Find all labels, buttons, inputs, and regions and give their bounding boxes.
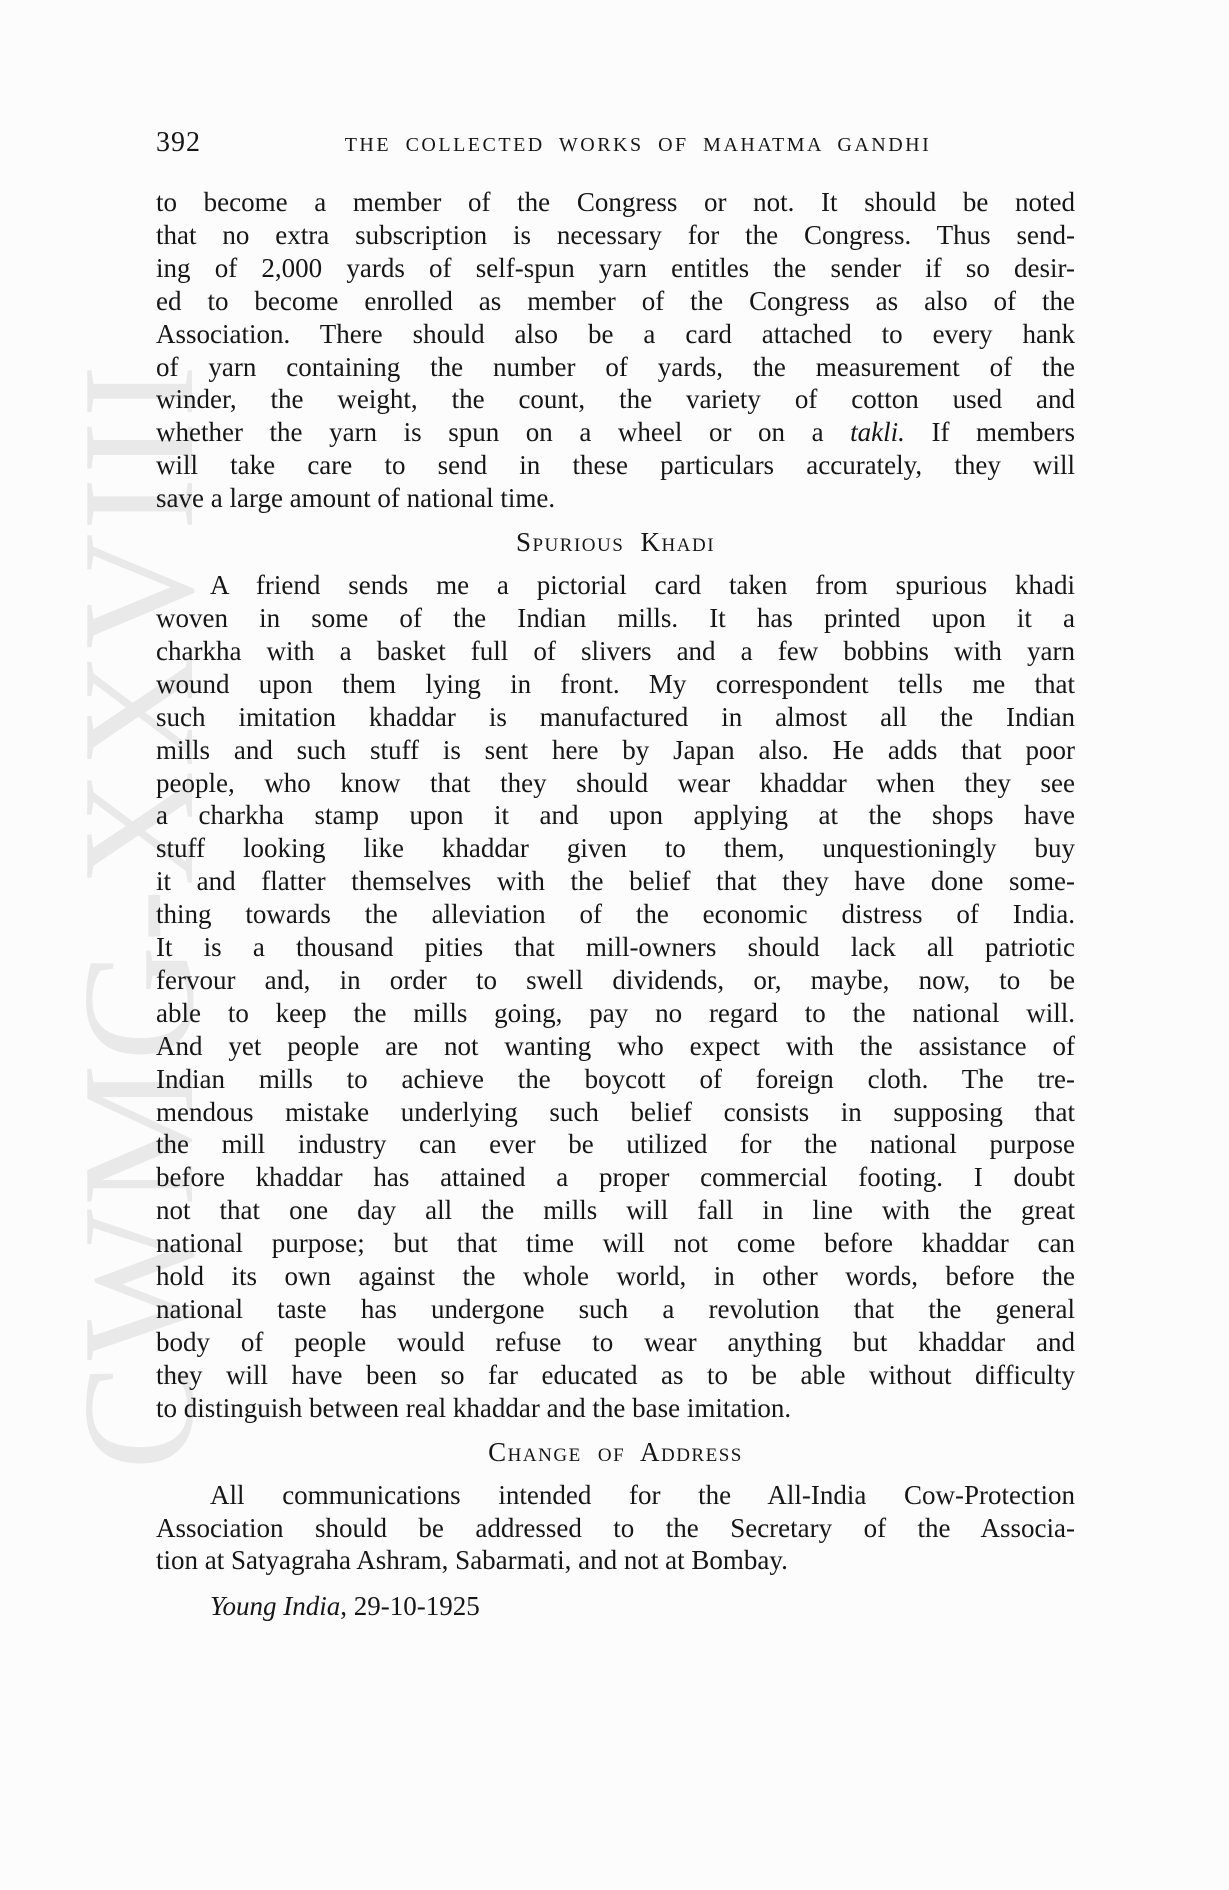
text-line: Association should be addressed to the Secretary of the Associa- — [156, 1512, 1075, 1543]
text-line: the mill industry can ever be utilized for the national purpose — [156, 1129, 1075, 1160]
text-line: It is a thousand pities that mill-owners should lack all patriotic — [156, 932, 1075, 963]
text-line: ing of 2,000 yards of self-spun yarn entitles the sender if so desir- — [156, 252, 1075, 283]
text-line: A friend sends me a pictorial card taken from spurious khadi — [210, 570, 1075, 601]
text-line: before khaddar has attained a proper commercial footing. I doubt — [156, 1162, 1075, 1193]
text-line: to become a member of the Congress or not. It should be noted — [156, 187, 1075, 217]
section-heading: Change of Address — [488, 1436, 743, 1467]
text-line: of yarn containing the number of yards, the measurement of the — [156, 351, 1075, 382]
text-line: wound upon them lying in front. My correspondent tells me that — [156, 668, 1075, 699]
text-line: will take care to send in these particulars accurately, they will — [156, 450, 1075, 481]
section-heading: Spurious Khadi — [515, 527, 716, 558]
text-line: people, who know that they should wear khaddar when they see — [156, 767, 1075, 798]
text-line: they will have been so far educated as to be able without difficulty — [156, 1359, 1075, 1390]
watermark-text: CWMG-XXVIII — [49, 361, 227, 1470]
text-line: that no extra subscription is necessary for the Congress. Thus send- — [156, 219, 1075, 250]
text-line: such imitation khaddar is manufactured in almost all the Indian — [156, 701, 1075, 732]
page-header — [156, 129, 1075, 157]
text-line: fervour and, in order to swell dividends, or, maybe, now, to be — [156, 964, 1075, 995]
text-line: Association. There should also be a card attached to every hank — [156, 318, 1075, 349]
text-line: national taste has undergone such a revolution that the general — [156, 1294, 1075, 1324]
text-line: charkha with a basket full of slivers and a few bobbins with yarn — [156, 635, 1075, 666]
paragraph — [156, 569, 1075, 1425]
text-line: And yet people are not wanting who expect with the assistance of — [156, 1030, 1075, 1061]
source-citation: Young India, 29-10-1925 — [210, 1591, 480, 1622]
text-line: mills and such stuff is sent here by Japan also. He adds that poor — [156, 734, 1075, 765]
text-line: Indian mills to achieve the boycott of foreign cloth. The tre- — [156, 1063, 1075, 1094]
text-line: not that one day all the mills will fall in line with the great — [156, 1195, 1075, 1226]
text-line: ed to become enrolled as member of the Congress as also of the — [156, 285, 1075, 316]
page-body — [156, 186, 1075, 1623]
text-line: mendous mistake underlying such belief consists in supposing that — [156, 1096, 1075, 1127]
text-line: whether the yarn is spun on a wheel or on a takli. If members — [156, 417, 1075, 448]
text-line: stuff looking like khaddar given to them, unquestioningly buy — [156, 833, 1075, 864]
running-title: THE COLLECTED WORKS OF MAHATMA GANDHI — [344, 134, 932, 156]
text-line: it and flatter themselves with the belief that they have done some- — [156, 866, 1075, 897]
text-line: to distinguish between real khaddar and the base imitation. — [156, 1392, 792, 1423]
text-line: a charkha stamp upon it and upon applying at the shops have — [156, 800, 1075, 831]
text-line: winder, the weight, the count, the variety of cotton used and — [156, 384, 1075, 415]
page-number: 392 — [156, 127, 201, 158]
text-line: save a large amount of national time. — [156, 483, 556, 514]
paragraph — [156, 186, 1075, 515]
text-line: woven in some of the Indian mills. It has printed upon it a — [156, 602, 1075, 633]
text-line: hold its own against the whole world, in other words, before the — [156, 1261, 1075, 1292]
text-line: able to keep the mills going, pay no regard to the national will. — [156, 997, 1075, 1028]
text-line: body of people would refuse to wear anything but khaddar and — [156, 1326, 1075, 1357]
text-line: All communications intended for the All-India Cow-Protection — [210, 1479, 1075, 1510]
text-line: thing towards the alleviation of the economic distress of India. — [156, 899, 1075, 930]
paragraph — [156, 1479, 1075, 1578]
text-line: national purpose; but that time will not come before khaddar can — [156, 1228, 1075, 1259]
text-line: tion at Satyagraha Ashram, Sabarmati, and not at Bombay. — [156, 1545, 788, 1576]
